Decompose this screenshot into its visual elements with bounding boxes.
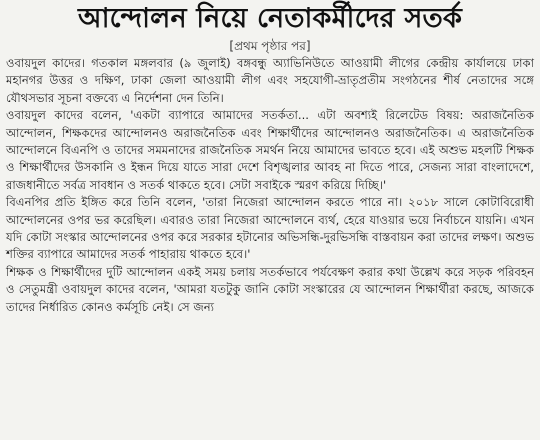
paragraph: বিএনপির প্রতি ইঙ্গিত করে তিনি বলেন, 'তারা নিজেরা আন্দোলন করতে পারে না। ২০১৮ সালে কোটাবিরোধী আন্দোলনের ওপর ভর করেছিল। এবারও তারা নিজেরা আন্দোলনে ব্যর্থ, হেরে যাওয়ার ভয়ে নির্বাচনে যায়নি। এখন যদি কোটা সংস্কার আন্দোলনের ওপর করে সরকার হটানোর অভিসন্ধি-দুরভিসন্ধি বাস্তবায়ন করা তাদের লক্ষণ। অশুভ শক্তির ব্যাপারে আমাদের সতর্ক পাহারায় থাকতে হবে।' <box>6 195 534 262</box>
continued-from-note: [প্রথম পৃষ্ঠার পর] <box>229 39 311 53</box>
headline: আন্দোলন নিয়ে নেতাকর্মীদের সতর্ক <box>77 3 463 34</box>
paragraph: শিক্ষক ও শিক্ষার্থীদের দুটি আন্দোলন একই সময় চলায় সতর্কভাবে পর্যবেক্ষণ করার কথা উল্লেখ করে সড়ক পরিবহন ও সেতুমন্ত্রী ওবায়দুল কাদের বলেন, 'আমরা যতটুকু জানি কোটা সংস্কারের যে আন্দোলন শিক্ষার্থীরা করছে, আজকে তাদের নির্ধারিত কোনও কর্মসূচি নেই। সে জন্য <box>6 264 534 314</box>
paragraph: ওবায়দুল কাদের বলেন, 'একটা ব্যাপারে আমাদের সতর্কতা... এটা অবশ্যই রিলেটেড বিষয়: অরাজনৈতিক আন্দোলন, শিক্ষকদের আন্দোলনও অরাজনৈতিক এবং শিক্ষার্থীদের আন্দোলনও অরাজনৈতিক। এ অরাজনৈতিক আন্দোলনে বিএনপি ও তাদের সমমনাদের রাজনৈতিক সমর্থন নিয়ে আমাদের ভাবতে হবে। এই অশুভ মহলটি শিক্ষক ও শিক্ষার্থীদের উসকানি ও ইন্ধন দিয়ে যাতে সারা দেশে বিশৃঙ্খলার আবহ না দিতে পারে, সেজন্য সারা বাংলাদেশে, রাজধানীতে সর্বত্র সাবধান ও সতর্ক থাকতে হবে। সেটা সবাইকে স্মরণ করিয়ে দিচ্ছি।' <box>6 108 534 192</box>
article-body <box>6 55 534 316</box>
paragraph: ওবায়দুল কাদের। গতকাল মঙ্গলবার (৯ জুলাই) বঙ্গবন্ধু অ্যাভিনিউতে আওয়ামী লীগের কেন্দ্রীয় কার্যালয়ে ঢাকা মহানগর উত্তর ও দক্ষিণ, ঢাকা জেলা আওয়ামী লীগ এবং সহযোগী-ভ্রাতৃপ্রতীম সংগঠনের শীর্ষ নেতাদের সঙ্গে যৌথসভার সূচনা বক্তব্যে এ নির্দেশনা দেন তিনি। <box>6 56 534 105</box>
